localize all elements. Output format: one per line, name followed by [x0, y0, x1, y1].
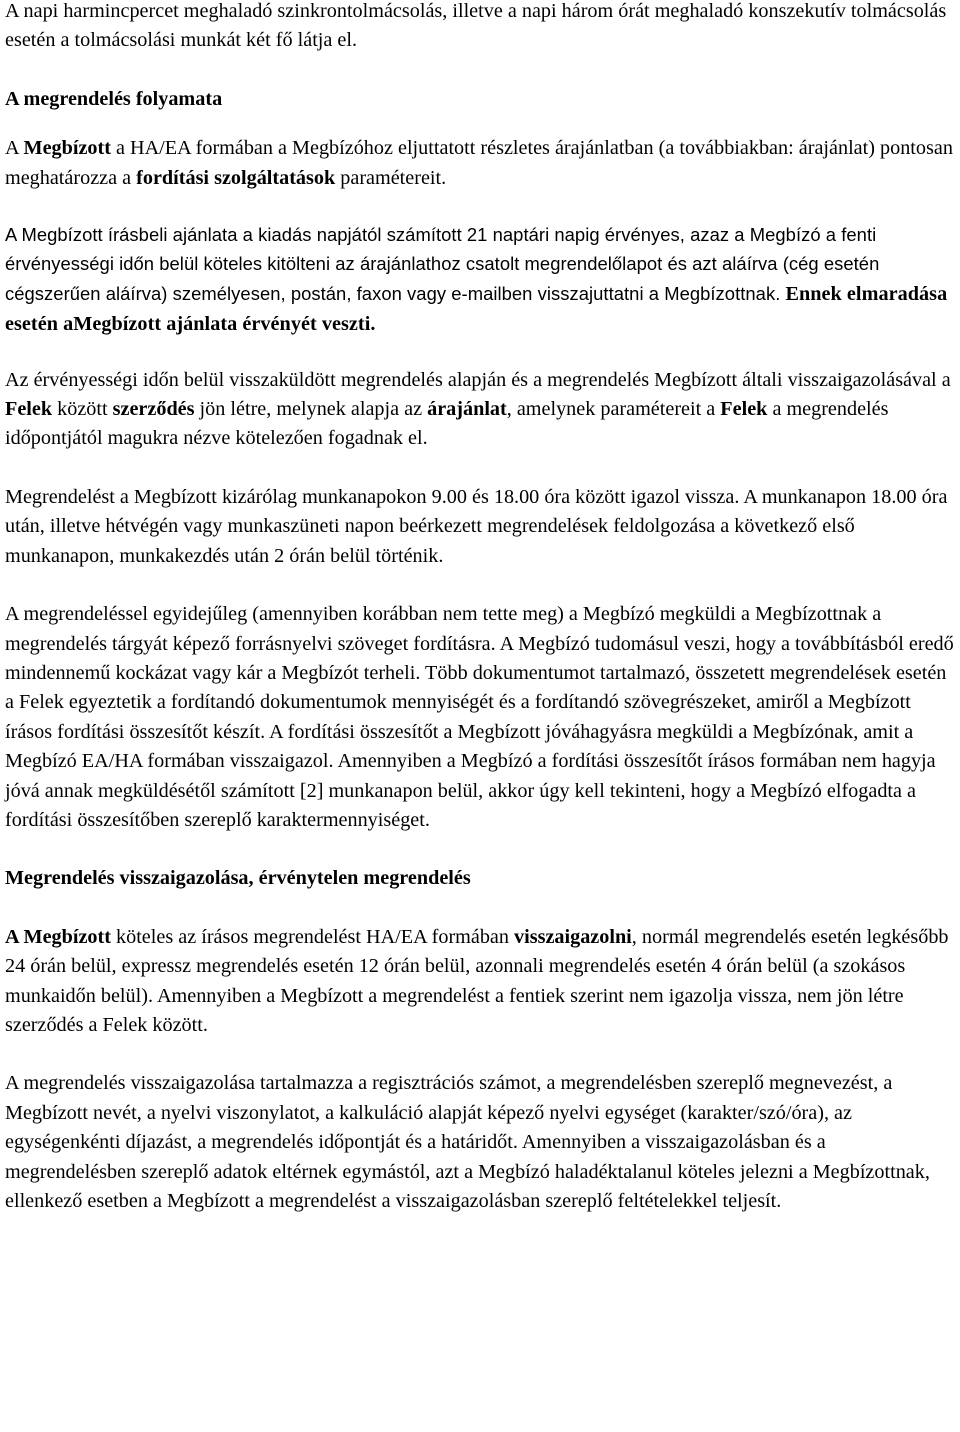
paragraph-confirmation-deadlines: [5, 923, 957, 1041]
paragraph-source-text: A megrendeléssel egyidejűleg (amennyiben korábban nem tette meg) a Megbízó megküldi a Megbízottnak a megrendelés tárgyát képező forrásnyelvi szöveget fordításra. A Megbízó tudomásul veszi, hogy a továbbításból eredő mindennemű kockázat vagy kár a Megbízót terheli. Több dokumentumot tartalmazó, összetett megrendelések esetén a Felek egyeztetik a fordítandó dokumentumok mennyiségét és a fordítandó szövegrészeket, amiről a Megbízott írásos fordítási összesítőt készít. A fordítási összesítőt a Megbízott jóváhagyásra megküldi a Megbízónak, amit a Megbízó EA/HA formában visszaigazol. Amennyiben a Megbízó a fordítási összesítőt írásos formában nem hagyja jóvá annak megküldésétől számított [2] munkanapon belül, akkor úgy kell tekinteni, hogy a Megbízó elfogadta a fordítási összesítőben szereplő karaktermennyiséget.: [5, 603, 954, 831]
heading-order-process: A megrendelés folyamata: [5, 87, 223, 110]
bold-span: Megbízott: [23, 137, 111, 160]
text-span: jön létre, melynek alapja az: [194, 398, 428, 421]
text-span: a HA/EA formában a Megbízóhoz eljuttatott részletes árajánlatban (a továbbiakban: árajánlat) pontosan meghatározza a: [5, 137, 953, 189]
paragraph-quote-parameters: [5, 134, 957, 193]
bold-span: árajánlat: [427, 398, 507, 421]
text-span: között: [52, 398, 113, 421]
text-span: a megrendelés időpontjától magukra nézve kötelezően fogadnak el.: [5, 398, 889, 450]
paragraph-contract-formation: [5, 366, 957, 454]
bold-span: Ennek elmaradása esetén aMegbízott ajánlata érvényét veszti.: [5, 282, 948, 336]
text-span: , normál megrendelés esetén legkésőbb 24 órán belül, expressz megrendelés esetén 12 órán belül, azonnali megrendelés esetén 4 órán belül (a szokásos munkaidőn belül). Amennyiben a Megbízott a megrendelést a fentiek szerint nem igazolja vissza, nem jön létre szerződés a Felek között.: [5, 925, 949, 1036]
text-span: , amelynek paramétereit a: [506, 398, 721, 421]
bold-span: szerződés: [112, 398, 195, 421]
bold-span: visszaigazolni: [514, 925, 632, 948]
bold-span: Felek: [5, 398, 53, 421]
text-span: A Megbízott írásbeli ajánlata a kiadás napjától számított 21 naptári napig érvényes, azaz a Megbízó a fenti érvényességi időn belül köteles kitölteni az árajánlathoz csatolt megrendelőlapot és azt aláírva (cég esetén cégszerűen aláírva) személyesen, postán, faxon vagy e-mailben visszajuttatni a Megbízottnak.: [5, 224, 880, 304]
paragraph-confirmation-contents: A megrendelés visszaigazolása tartalmazza a regisztrációs számot, a megrendelésben szereplő megnevezést, a Megbízott nevét, a nyelvi viszonylatot, a kalkuláció alapját képező nyelvi egységet (karakter/szó/óra), az egységenkénti díjazást, a megrendelés időpontját és a határidőt. Amennyiben a visszaigazolásban és a megrendelésben szereplő adatok eltérnek egymástól, azt a Megbízó haladéktalanul köteles jelezni a Megbízottnak, ellenkező esetben a Megbízott a megrendelést a visszaigazolásban szereplő feltételekkel teljesít.: [5, 1072, 930, 1212]
text-span: A: [5, 137, 24, 160]
bold-span: A Megbízott: [5, 925, 111, 948]
document-page: [5, 0, 957, 1216]
text-span: paramétereit.: [335, 166, 447, 189]
bold-span: fordítási szolgáltatások: [136, 166, 336, 189]
text-span: Az érvényességi időn belül visszaküldött megrendelés alapján és a megrendelés Megbízott általi visszaigazolásával a: [5, 368, 951, 391]
paragraph-confirmation-hours: Megrendelést a Megbízott kizárólag munkanapokon 9.00 és 18.00 óra között igazol vissza. A munkanapon 18.00 óra után, illetve hétvégén vagy munkaszüneti napon beérkezett megrendelések feldolgozása a következő első munkanapon, munkakezdés után 2 órán belül történik.: [5, 485, 948, 567]
text-span: köteles az írásos megrendelést HA/EA formában: [110, 925, 515, 948]
paragraph-offer-validity: [5, 220, 957, 340]
bold-span: Felek: [720, 398, 768, 421]
paragraph-interpreting-staff: A napi harmincpercet meghaladó szinkrontolmácsolás, illetve a napi három órát meghaladó konszekutív tolmácsolás esetén a tolmácsolási munkát két fő látja el.: [5, 0, 947, 52]
heading-order-confirmation: Megrendelés visszaigazolása, érvénytelen megrendelés: [5, 867, 471, 890]
